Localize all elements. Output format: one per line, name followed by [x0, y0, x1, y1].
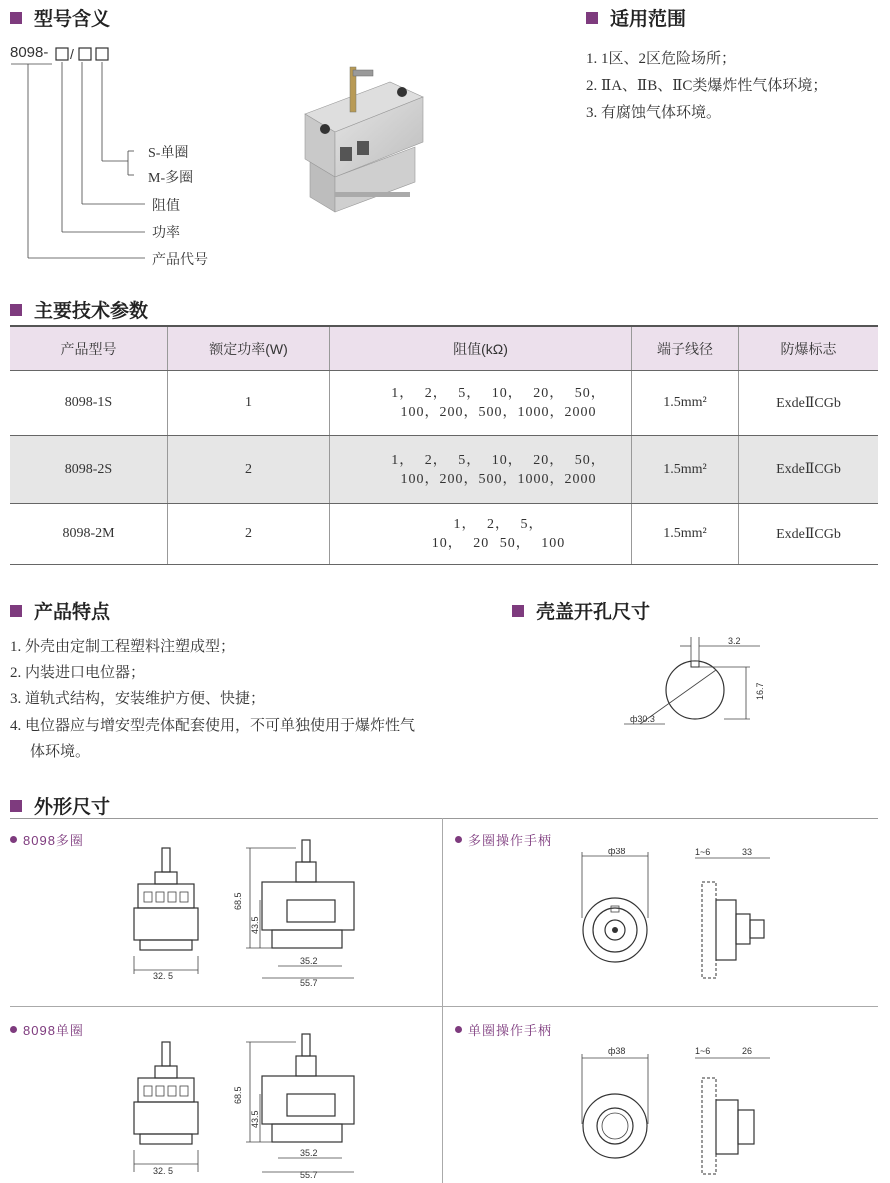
dim-side-width: 55.7: [300, 1170, 318, 1180]
header-power: 额定功率(W): [168, 327, 330, 370]
cutout-dim-depth: 16.7: [755, 682, 765, 700]
header-model: 产品型号: [10, 327, 168, 370]
code-label-product-code: 产品代号: [152, 253, 208, 268]
cell-ex-mark: ExdeⅡCGb: [776, 462, 841, 477]
scope-item: 2. ⅡA、ⅡB、ⅡC类爆炸性气体环境；: [586, 78, 828, 94]
divider: [442, 818, 443, 1183]
dim-handle-length: 33: [742, 848, 753, 857]
code-label-m: M-多圈: [148, 171, 194, 186]
cell-ex-mark: ExdeⅡCGb: [776, 395, 841, 411]
code-box-2: [79, 48, 91, 60]
resistance-line: 10， 20 50， 100: [431, 536, 566, 551]
cutout-dim-width: 3.2: [728, 636, 741, 646]
multi-turn-drawing: [130, 838, 370, 988]
cell-model: 8098-2M: [10, 504, 168, 564]
multi-handle-drawing: [570, 848, 790, 988]
section-title-scope: [586, 4, 686, 31]
panel-label-text: 8098多圈: [23, 833, 84, 848]
scope-item: 3. 有腐蚀气体环境。: [586, 105, 722, 121]
dim-handle-thickness: 1~6: [695, 848, 711, 857]
dim-handle-diameter: ф38: [608, 1046, 626, 1056]
panel-label-text: 单圈操作手柄: [468, 1023, 553, 1038]
dim-side-width: 55.7: [300, 978, 318, 988]
dim-side-rail: 35.2: [300, 956, 318, 966]
resistance-line: 1， 2， 5， 10， 20， 50，: [391, 452, 606, 468]
section-title-model-meaning: [10, 4, 110, 31]
panel-label-multi-turn: [10, 830, 84, 849]
single-handle-drawing: [570, 1040, 790, 1180]
resistance-line: 1， 2， 5，: [453, 517, 544, 532]
cell-ex-mark: ExdeⅡCGb: [776, 526, 841, 542]
panel-label-multi-handle: [455, 830, 552, 849]
header-ex-mark: 防爆标志: [780, 340, 837, 357]
section-title-params: [10, 296, 148, 323]
section-bullet-icon: [10, 304, 22, 316]
product-photo: [295, 62, 435, 237]
model-code-diagram: [0, 40, 260, 270]
dim-handle-thickness: 1~6: [695, 1046, 711, 1056]
section-title-text: 适用范围: [610, 9, 687, 30]
bullet-dot-icon: [10, 1026, 17, 1033]
panel-label-text: 多圈操作手柄: [468, 833, 553, 848]
table-row: [10, 371, 878, 436]
bullet-dot-icon: [455, 1026, 462, 1033]
cell-resistance: [330, 436, 632, 503]
bullet-dot-icon: [455, 836, 462, 843]
scope-item: 1. 1区、2区危险场所；: [586, 51, 737, 67]
header-wire: 端子线径: [632, 327, 739, 370]
feature-item: 4. 电位器应与增安型壳体配套使用，不可单独使用于爆炸性气: [10, 718, 416, 734]
table-header: [10, 327, 878, 371]
dim-side-height: 68.5: [233, 1086, 243, 1104]
section-title-cutout: [512, 597, 650, 624]
cell-model: 8098-1S: [10, 371, 168, 435]
cell-resistance: [330, 504, 632, 564]
section-bullet-icon: [586, 12, 598, 24]
cell-model: 8098-2S: [10, 436, 168, 503]
dim-side-height-inner: 43.5: [250, 916, 260, 934]
code-label-resistance: 阻值: [152, 199, 180, 214]
panel-label-single-turn: [10, 1020, 84, 1039]
code-label-s: S-单圈: [148, 146, 189, 161]
section-title-text: 壳盖开孔尺寸: [536, 602, 651, 623]
resistance-line: 100，200，500，1000，2000: [400, 405, 597, 420]
feature-item: 1. 外壳由定制工程塑料注塑成型；: [10, 639, 236, 655]
cutout-diagram: [620, 632, 780, 742]
cell-wire: 1.5mm²: [632, 371, 739, 435]
section-bullet-icon: [10, 800, 22, 812]
section-bullet-icon: [512, 605, 524, 617]
section-title-text: 主要技术参数: [34, 301, 149, 322]
dim-front-width: 32. 5: [153, 971, 174, 981]
cell-power: 2: [168, 436, 330, 503]
resistance-line: 1， 2， 5， 10， 20， 50，: [391, 386, 606, 401]
section-title-dimensions: [10, 792, 110, 819]
code-box-1: [56, 48, 68, 60]
section-title-features: [10, 597, 110, 624]
dim-front-width: 32. 5: [153, 1166, 174, 1176]
dim-side-height-inner: 43.5: [250, 1110, 260, 1128]
cell-power: 1: [168, 371, 330, 435]
section-bullet-icon: [10, 12, 22, 24]
section-title-text: 外形尺寸: [34, 797, 111, 818]
cell-wire: 1.5mm²: [632, 436, 739, 503]
section-title-text: 产品特点: [34, 602, 111, 623]
dim-handle-diameter: ф38: [608, 848, 626, 856]
cutout-dim-diameter: ф30.3: [630, 714, 655, 724]
section-title-text: 型号含义: [34, 9, 111, 30]
cell-power: 2: [168, 504, 330, 564]
feature-item: 2. 内装进口电位器；: [10, 665, 146, 681]
dim-side-rail: 35.2: [300, 1148, 318, 1158]
code-label-power: 功率: [152, 226, 180, 241]
dim-handle-length: 26: [742, 1046, 753, 1056]
feature-item: 体环境。: [30, 744, 91, 760]
cell-wire: 1.5mm²: [632, 504, 739, 564]
table-row: [10, 436, 878, 504]
params-table: [10, 325, 878, 565]
code-slash: /: [70, 46, 74, 62]
panel-label-single-handle: [455, 1020, 552, 1039]
divider: [10, 818, 878, 819]
panel-label-text: 8098单圈: [23, 1023, 84, 1038]
header-resistance: 阻值(kΩ): [330, 327, 632, 370]
code-box-3: [96, 48, 108, 60]
table-row: [10, 504, 878, 565]
section-bullet-icon: [10, 605, 22, 617]
resistance-line: 100，200，500，1000，2000: [400, 471, 597, 487]
feature-item: 3. 道轨式结构，安装维护方便、快捷；: [10, 691, 266, 707]
cell-resistance: [330, 371, 632, 435]
dim-side-height: 68.5: [233, 892, 243, 910]
bullet-dot-icon: [10, 836, 17, 843]
single-turn-drawing: [130, 1030, 370, 1180]
divider: [10, 1006, 878, 1007]
model-code-prefix-text: 8098-: [10, 44, 49, 61]
